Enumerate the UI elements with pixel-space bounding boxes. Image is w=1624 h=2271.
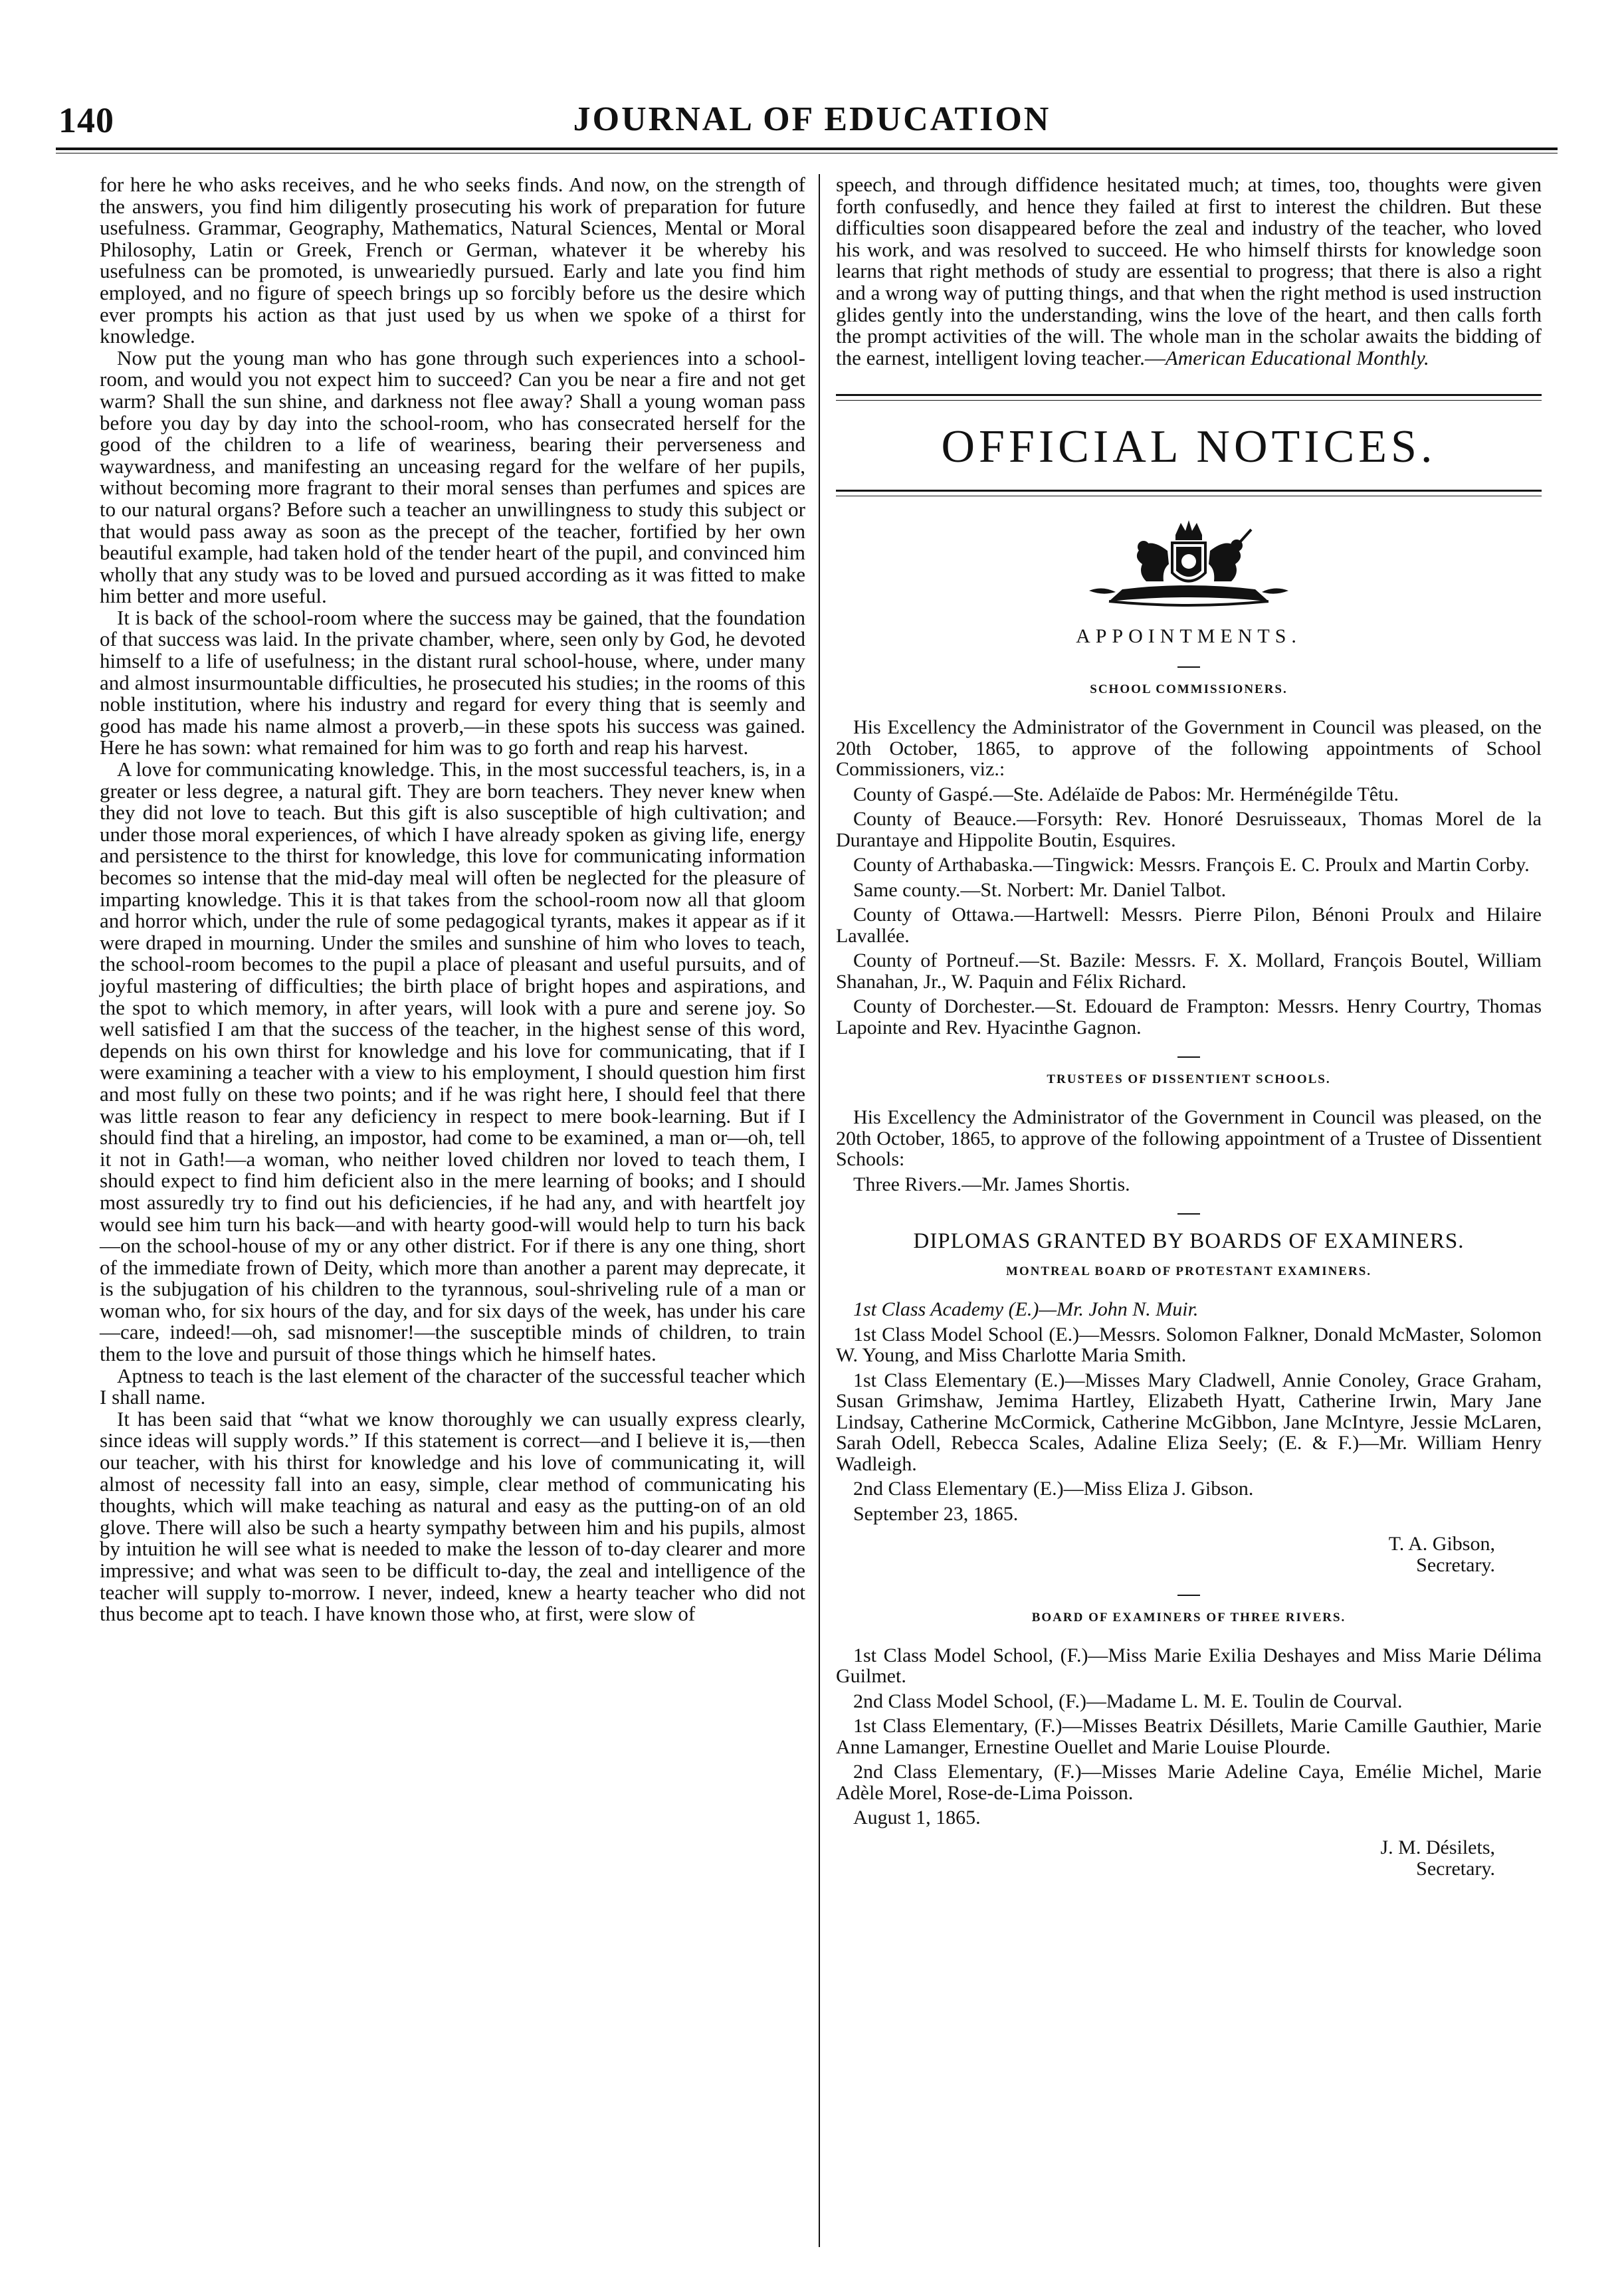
- diploma-entry: 1st Class Elementary (E.)—Misses Mary Cladwell, Annie Conoley, Grace Graham, Susan Grimshaw, Jemima Hartley, Elizabeth Hyatt, Catherine Irwin, Mary Jane Lindsay, Catherine McCormick, Catherine McGibbon, Jane McIntyre, Jessie McLaren, Sarah Odell, Rebecca Scales, Adaline Eliza Seely; (E. & F.)—Mr. William Henry Wadleigh.: [836, 1369, 1542, 1475]
- three-rivers-board-heading: BOARD OF EXAMINERS OF THREE RIVERS.: [1031, 1610, 1346, 1625]
- county-entry: County of Gaspé.—Ste. Adélaïde de Pabos: Mr. Herménégilde Têtu.: [853, 783, 1399, 805]
- diploma-entry: 1st Class Model School, (F.)—Miss Marie Exilia Deshayes and Miss Marie Délima Guilmet.: [836, 1644, 1542, 1688]
- diploma-entry: 1st Class Model School (E.)—Messrs. Solomon Falkner, Donald McMaster, Solomon W. Young, and Miss Charlotte Maria Smith.: [836, 1323, 1542, 1367]
- diploma-entry: 2nd Class Elementary, (F.)—Misses Marie Adeline Caya, Emélie Michel, Marie Adèle Morel, Rose-de-Lima Poisson.: [836, 1761, 1542, 1804]
- notices-top-rules: [836, 394, 1542, 401]
- diploma-entry: 2nd Class Elementary (E.)—Miss Eliza J. Gibson.: [853, 1478, 1254, 1500]
- official-notices-title: OFFICIAL NOTICES.: [941, 421, 1437, 473]
- diploma-entry: 1st Class Academy (E.)—Mr. John N. Muir.: [853, 1298, 1199, 1321]
- county-entry: Same county.—St. Norbert: Mr. Daniel Talbot.: [853, 878, 1227, 901]
- county-entry: County of Arthabaska.—Tingwick: Messrs. François E. C. Proulx and Martin Corby.: [853, 854, 1530, 876]
- signature-name: T. A. Gibson,: [1388, 1532, 1495, 1555]
- diploma-entry: 2nd Class Model School, (F.)—Madame L. M. E. Toulin de Courval.: [853, 1690, 1403, 1712]
- three-rivers-signature: [836, 1837, 1495, 1880]
- school-commissioners-intro: His Excellency the Administrator of the Government in Council was pleased, on the 20th October, 1865, to approve of the following appointments of School Commissioners, viz.:: [836, 716, 1542, 781]
- continuation-paragraph: [836, 174, 1542, 369]
- signature-title: Secretary.: [1416, 1858, 1495, 1880]
- appointments-heading: APPOINTMENTS.: [1076, 625, 1302, 648]
- paragraph: It has been said that “what we know thoroughly we can usually express clearly, since ideas will supply words.” If this statement is correct—and I believe it is,—then our teacher, with his thirst for knowledge and his love of communicating it, will almost of necessity fall into an easy, simple, clear method of communicating his thoughts, which will make teaching as natural and easy as the putting-on of an old glove. There will also be such a hearty sympathy between him and his pupils, almost by intuition he will see what is needed to make the lesson of to-day clearer and more impressive; and what was seen to be difficult to-day, the zeal and intelligence of the teacher will supply to-morrow. I never, indeed, knew a hearty teacher who did not thus become apt to teach. I have known those who, at first, were slow of: [100, 1407, 805, 1626]
- trustees-heading: TRUSTEES OF DISSENTIENT SCHOOLS.: [1047, 1072, 1331, 1087]
- rule: [836, 400, 1542, 401]
- section-dash: [1177, 1595, 1200, 1596]
- section-dash: [1177, 1056, 1200, 1058]
- diploma-entry: 1st Class Elementary, (F.)—Misses Beatrix Désillets, Marie Camille Gauthier, Marie Anne Lamanger, Ernestine Ouellet and Marie Louise Plourde.: [836, 1715, 1542, 1758]
- continuation-text: speech, and through diffidence hesitated much; at times, too, thoughts were given forth confusedly, and hence they failed at first to interest the children. But these difficulties soon disappeared before the zeal and industry of the teacher, who loved his work, and was resolved to succeed. He who himself thirsts for knowledge soon learns that right methods of study are essential to progress; that there is also a right and a wrong way of putting things, and that when the right method is used instruction glides gently into the understanding, wins the love of the heart, and then calls forth the prompt activities of the will. The whole man in the scholar awaits the bidding of the earnest, intelligent loving teacher.—: [836, 173, 1542, 369]
- continuation-source: American Educational Monthly.: [1165, 346, 1429, 369]
- trustees-entry: Three Rivers.—Mr. James Shortis.: [853, 1173, 1130, 1195]
- signature-title: Secretary.: [1416, 1553, 1495, 1576]
- montreal-date: September 23, 1865.: [853, 1502, 1019, 1525]
- paragraph: Aptness to teach is the last element of the character of the successful teacher which I shall name.: [100, 1363, 805, 1409]
- left-column: [100, 174, 805, 1625]
- montreal-signature: [836, 1533, 1495, 1576]
- county-entry: County of Ottawa.—Hartwell: Messrs. Pierre Pilon, Bénoni Proulx and Hilaire Lavallée.: [836, 904, 1542, 947]
- column-divider: [819, 174, 820, 2247]
- notices-bottom-rules: [836, 490, 1542, 496]
- coat-of-arms: [836, 516, 1542, 616]
- paragraph: Now put the young man who has gone through such experiences into a school-room, and would you not expect him to succeed? Can you be near a fire and not get warm? Shall the sun shine, and darkness not flee away? Shall a young woman pass before you day by day into the school-room, who has consecrated herself for the good of the children to a life of weariness, bearing their perverseness and waywardness, and manifesting an unceasing regard for the welfare of her pupils, without becoming more fragrant to their moral senses than perfumes and spices are to our natural organs? Before such a teacher an unwillingness to study this subject or that would pass away as soon as the precept of the teacher, fortified by her own beautiful example, had taken hold of the tender heart of the pupil, and convinced him wholly that any study was to be loved and pursued according as it was fitted to make him better and more useful.: [100, 346, 805, 608]
- signature-name: J. M. Désilets,: [1380, 1836, 1495, 1859]
- paragraph: It is back of the school-room where the success may be gained, that the foundation of that success was laid. In the private chamber, where, seen only by God, he devoted himself to a life of usefulness; in the distant rural school-house, where, under many and almost insurmountable difficulties, he prosecuted his studies; in the rooms of this noble institution, where his industry and regard for every thing that is seemly and good has made his name almost a proverb,—in these spots his success was gained. Here he has sown: what remained for him was to go forth and reap his harvest.: [100, 605, 805, 759]
- rule: [836, 394, 1542, 396]
- article-continuation: [836, 174, 1542, 369]
- montreal-board-heading: MONTREAL BOARD OF PROTESTANT EXAMINERS.: [1005, 1264, 1372, 1279]
- paragraph: A love for communicating knowledge. This, in the most successful teachers, is, in a greater or less degree, a natural gift. They are born teachers. They never knew when they did not love to teach. But this gift is also susceptible of high cultivation; and under those moral experiences, of which I have already spoken as giving life, energy and persistence to the thirst for knowledge, this love for communicating information becomes so intense that the mid-day meal will often be neglected for the pleasure of imparting knowledge. This it is that takes from the school-room now all that gloom and horror which, under the rule of some pedagogical tyrants, makes it appear as if it were draped in mourning. Under the smiles and sunshine of him who loves to teach, the school-room becomes to the pupil a place of pleasant and useful pursuits, and of joyful mastering of difficulties; the birth place of bright hopes and aspirations, and the spot to which memory, in after years, will look with a pure and serene joy. So well satisfied I am that the success of the teacher, in the highest sense of this word, depends on his own thirst for knowledge and his love for communicating, that if I were examining a teacher with a view to his employment, I should question him first and most fully on these two points; and if he was right here, I should feel that there was little reason to fear any deficiency in respect to mere book-learning. But if I should find that a hireling, an impostor, had come to be examined, a man or—oh, tell it not in Gath!—a woman, who neither loved children nor loved to teach them, I should expect to find him deficient also in the mere learning of books; and I should most assuredly try to find out his deficiencies, if he had any, and with heartfelt joy would see him turn his back—and with hearty good-will would help to turn his back—on the school-house of my or any other district. For if there is any one thing, short of the immediate frown of Deity, which more than another a parent may deprecate, it is the subjugation of his children to the tyrannous, soul-shriveling rule of a man or woman who, for six hours of the day, and for six days of the week, has under his care—care, indeed!—oh, sad misnomer!—the susceptible minds of children, to train them to the love and pursuit of those things which he himself hates.: [100, 757, 805, 1366]
- school-commissioners-heading: SCHOOL COMMISSIONERS.: [1090, 682, 1288, 697]
- county-entry: County of Dorchester.—St. Edouard de Frampton: Messrs. Henry Courtry, Thomas Lapointe and Rev. Hyacinthe Gagnon.: [836, 995, 1542, 1038]
- diplomas-heading: DIPLOMAS GRANTED BY BOARDS OF EXAMINERS.: [913, 1229, 1465, 1254]
- county-entry: County of Beauce.—Forsyth: Rev. Honoré Desruisseaux, Thomas Morel de la Durantaye and Hippolite Boutin, Esquires.: [836, 808, 1542, 851]
- county-entry: County of Portneuf.—St. Bazile: Messrs. F. X. Mollard, François Boutel, William Shanahan, Jr., W. Paquin and Félix Richard.: [836, 949, 1542, 993]
- royal-coat-of-arms-icon: [1082, 516, 1295, 616]
- header-rule: [56, 148, 1558, 150]
- rule: [836, 490, 1542, 492]
- three-rivers-date: August 1, 1865.: [853, 1807, 981, 1829]
- journal-title: JOURNAL OF EDUCATION: [573, 100, 1051, 138]
- paragraph: for here he who asks receives, and he who seeks finds. And now, on the strength of the answers, you find him diligently prosecuting his work of preparation for future usefulness. Grammar, Geography, Mathematics, Natural Sciences, Mental or Moral Philosophy, Latin or Greek, French or German, whatever it be whereby his usefulness can be promoted, is unweariedly pursued. Early and late you find him employed, and no figure of speech brings up so forcibly before us the desire which ever prompts his action as that just used by us when we spoke of a thirst for knowledge.: [100, 173, 805, 348]
- page-number: 140: [58, 100, 114, 140]
- section-dash: [1177, 1213, 1200, 1215]
- page-header: [0, 0, 1624, 179]
- right-column: [836, 174, 1542, 1880]
- section-dash: [1177, 666, 1200, 668]
- trustees-intro: His Excellency the Administrator of the Government in Council was pleased, on the 20th October, 1865, to approve of the following appointment of a Trustee of Dissentient Schools:: [836, 1106, 1542, 1171]
